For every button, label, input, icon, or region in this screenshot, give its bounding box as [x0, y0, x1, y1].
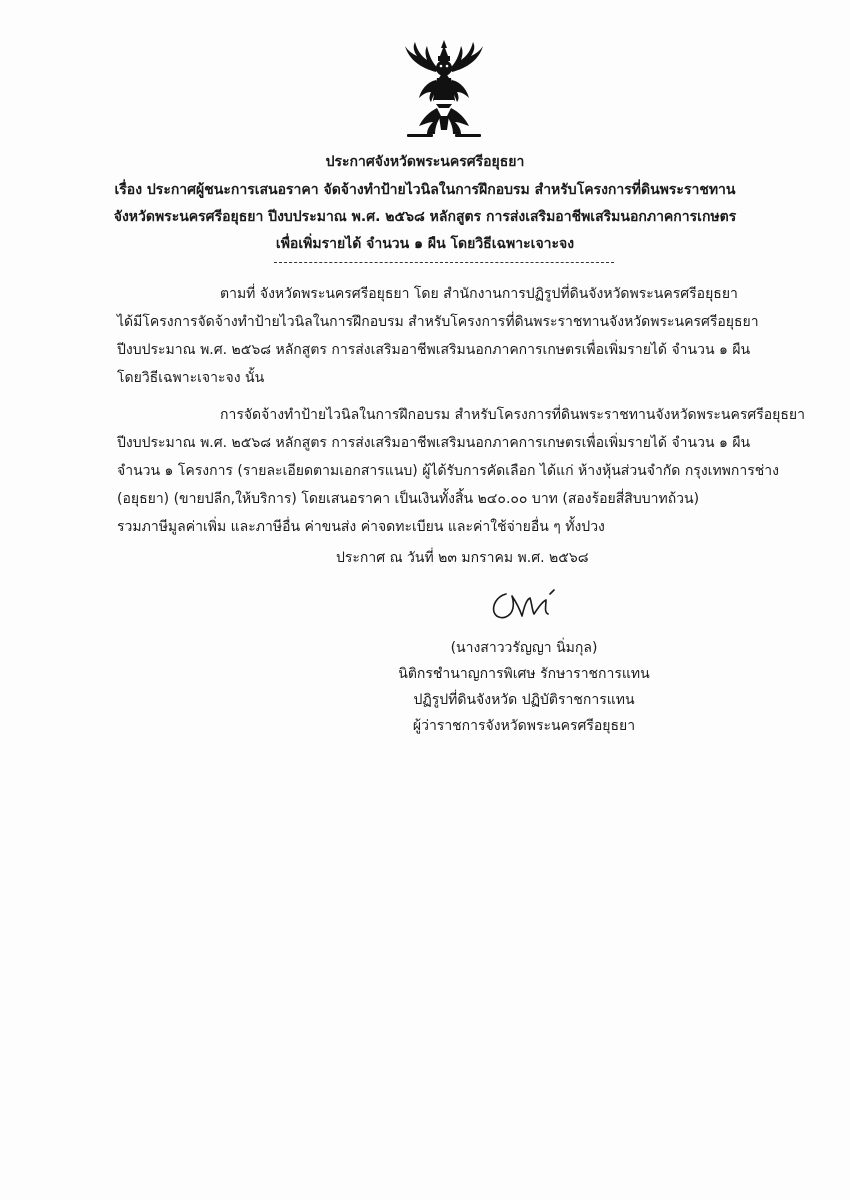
signer-name: (นางสาววรัญญา นิ่มกุล)	[450, 640, 598, 656]
subject-line-3: เพื่อเพิ่มรายได้ จำนวน ๑ ผืน โดยวิธีเฉพาะเจาะจง	[275, 236, 575, 252]
divider-line	[274, 262, 614, 263]
garuda-emblem-icon	[403, 38, 485, 140]
paragraph2-line-4: (อยุธยา) (ขายปลีก,ให้บริการ) โดยเสนอราคา เป็นเงินทั้งสิ้น ๒๔๐.๐๐ บาท (สองร้อยสี่สิบบาทถ้วน)	[117, 491, 700, 507]
paragraph2-line-2: ปีงบประมาณ พ.ศ. ๒๕๖๘ หลักสูตร การส่งเสริมอาชีพเสริมนอกภาคการเกษตรเพื่อเพิ่มรายได้ จำนวน ๑ ผืน	[117, 435, 751, 451]
paragraph2-line-5: รวมภาษีมูลค่าเพิ่ม และภาษีอื่น ค่าขนส่ง ค่าจดทะเบียน และค่าใช้จ่ายอื่น ๆ ทั้งปวง	[117, 519, 605, 535]
subject-line-1: เรื่อง ประกาศผู้ชนะการเสนอราคา จัดจ้างทำป้ายไวนิลในการฝึกอบรม สำหรับโครงการที่ดินพระราชทาน	[114, 182, 736, 198]
paragraph2-line-3: จำนวน ๑ โครงการ (รายละเอียดตามเอกสารแนบ) ผู้ได้รับการคัดเลือก ได้แก่ ห้างหุ้นส่วนจำกัด กรุงเทพการช่าง	[117, 463, 779, 479]
paragraph1-line-4: โดยวิธีเฉพาะเจาะจง นั้น	[117, 370, 265, 386]
paragraph1-line-3: ปีงบประมาณ พ.ศ. ๒๕๖๘ หลักสูตร การส่งเสริมอาชีพเสริมนอกภาคการเกษตรเพื่อเพิ่มรายได้ จำนวน ๑ ผืน	[117, 342, 751, 358]
signer-position-line-3: ผู้ว่าราชการจังหวัดพระนครศรีอยุธยา	[412, 718, 636, 734]
paragraph1-line-1: ตามที่ จังหวัดพระนครศรีอยุธยา โดย สำนักงานการปฏิรูปที่ดินจังหวัดพระนครศรีอยุธยา	[220, 286, 738, 302]
handwritten-signature	[488, 588, 568, 624]
paragraph1-line-2: ได้มีโครงการจัดจ้างทำป้ายไวนิลในการฝึกอบรม สำหรับโครงการที่ดินพระราชทานจังหวัดพระนครศรีอยุธยา	[117, 314, 759, 330]
signer-position-line-2: ปฏิรูปที่ดินจังหวัด ปฏิบัติราชการแทน	[413, 692, 635, 708]
announcement-title: ประกาศจังหวัดพระนครศรีอยุธยา	[325, 154, 525, 170]
signer-position-line-1: นิติกรชำนาญการพิเศษ รักษาราชการแทน	[398, 666, 650, 682]
paragraph2-line-1: การจัดจ้างทำป้ายไวนิลในการฝึกอบรม สำหรับโครงการที่ดินพระราชทานจังหวัดพระนครศรีอยุธยา	[220, 407, 805, 423]
announcement-date: ประกาศ ณ วันที่ ๒๓ มกราคม พ.ศ. ๒๕๖๘	[336, 550, 589, 566]
subject-line-2: จังหวัดพระนครศรีอยุธยา ปีงบประมาณ พ.ศ. ๒๕๖๘ หลักสูตร การส่งเสริมอาชีพเสริมนอกภาคการเกษตร	[113, 209, 737, 225]
